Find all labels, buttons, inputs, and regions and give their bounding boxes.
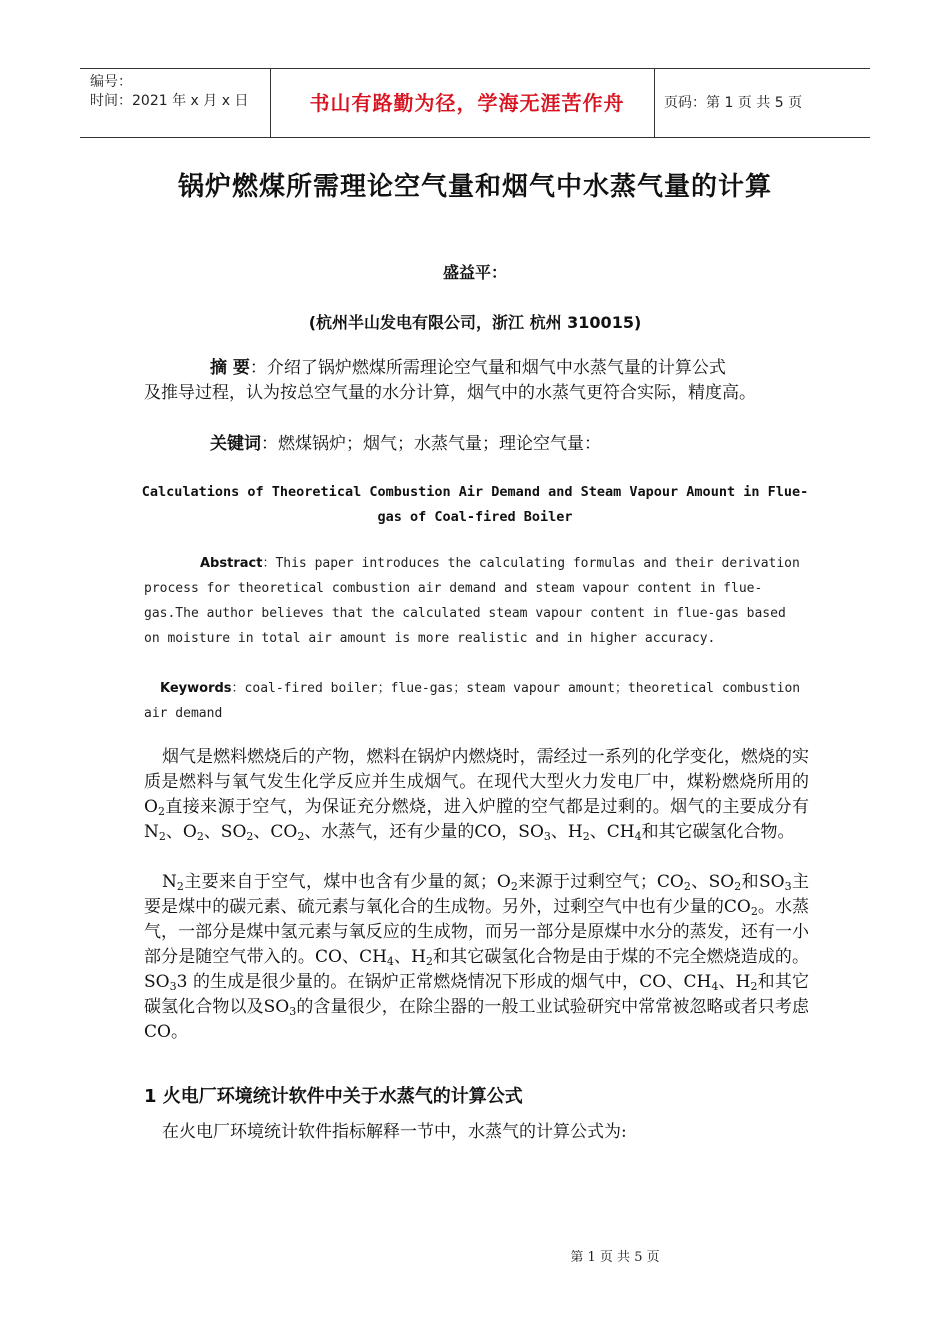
keywords-text: ：燃煤锅炉；烟气；水蒸气量；理论空气量： xyxy=(261,434,601,454)
abstract-text-rest: 及推导过程，认为按总空气量的水分计算，烟气中的水蒸气更符合实际，精度高。 xyxy=(144,383,756,403)
body-paragraph-2: $N_2$主要来自于空气，煤中也含有少量的氮；$O_2$来源于过剩空气；$CO_2$、$SO_2$和$SO_3$主要是煤中的碳元素、硫元素与氧化合的生成物。另外，过剩空气中也有少量的$CO_2$。水蒸气，一部分是煤中氢元素与氧反应的生成物，而另一部分是原煤中水分的蒸发，还有一小部分是随空气带入的。CO、$CH_4$、$H_2$和其它碳氢化合物是由于煤的不完全燃烧造成的。$SO_33$ 的生成是很少量的。在锅炉正常燃烧情况下形成的烟气中，CO、$CH_4$、$H_2$和其它碳氢化合物以及$SO_3$的含量很少，在除尘器的一般工业试验研究中常常被忽略或者只考虑CO。 xyxy=(144,872,810,1042)
header-divider xyxy=(270,69,271,137)
english-abstract-label: Abstract xyxy=(200,556,263,571)
doc-number-label: 编号： xyxy=(90,74,132,90)
english-abstract-text: ：This paper introduces the calculating formulas and their derivation process for theoretical combustion air demand and steam vapour content in flue-gas.The author believes that the calculated steam vapour content in flue-gas based on moisture in total air amount is more realistic and in higher accuracy. xyxy=(144,556,800,646)
english-abstract xyxy=(144,551,809,651)
english-title: Calculations of Theoretical Combustion Air Demand and Steam Vapour Amount in Flue-gas of Coal-fired Boiler xyxy=(141,484,809,525)
author-affiliation: (杭州半山发电有限公司，浙江 杭州 310015) xyxy=(308,313,642,332)
doc-time-label: 时间：2021 年 x 月 x 日 xyxy=(90,93,249,109)
section-1-heading: 1 火电厂环境统计软件中关于水蒸气的计算公式 xyxy=(144,1086,523,1107)
chinese-keywords xyxy=(144,432,809,457)
english-keywords xyxy=(144,676,809,726)
page-footer: 第 1 页 共 5 页 xyxy=(570,1250,660,1265)
keywords-label: 关键词 xyxy=(210,434,261,454)
section-1-text: 在火电厂环境统计软件指标解释一节中，水蒸气的计算公式为: xyxy=(162,1122,627,1142)
header-motto: 书山有路勤为径，学海无涯苦作舟 xyxy=(309,91,625,115)
header-divider xyxy=(654,69,655,137)
chinese-abstract xyxy=(144,356,809,406)
author-name: 盛益平： xyxy=(442,263,507,282)
header-meta xyxy=(90,73,248,111)
header-page-info: 页码：第 1 页 共 5 页 xyxy=(664,95,803,111)
abstract-label: 摘 要 xyxy=(210,358,250,378)
english-keywords-label: Keywords xyxy=(160,681,232,696)
header-table xyxy=(80,68,870,138)
abstract-text-line1: ：介绍了锅炉燃煤所需理论空气量和烟气中水蒸气量的计算公式 xyxy=(249,358,726,378)
english-keywords-text: ：coal-fired boiler；flue-gas；steam vapour amount；theoretical combustion air demand xyxy=(144,681,801,721)
document-title: 锅炉燃煤所需理论空气量和烟气中水蒸气量的计算 xyxy=(177,172,772,202)
body-paragraph-1: 烟气是燃料燃烧后的产物，燃料在锅炉内燃烧时，需经过一系列的化学变化，燃烧的实质是燃料与氧气发生化学反应并生成烟气。在现代大型火力发电厂中，煤粉燃烧所用的$O_2$直接来源于空气，为保证充分燃烧，进入炉膛的空气都是过剩的。烟气的主要成分有$N_2$、$O_2$、$SO_2$、$CO_2$、水蒸气，还有少量的CO，$SO_3$、$H_2$、$CH_4$和其它碳氢化合物。 xyxy=(144,747,809,843)
